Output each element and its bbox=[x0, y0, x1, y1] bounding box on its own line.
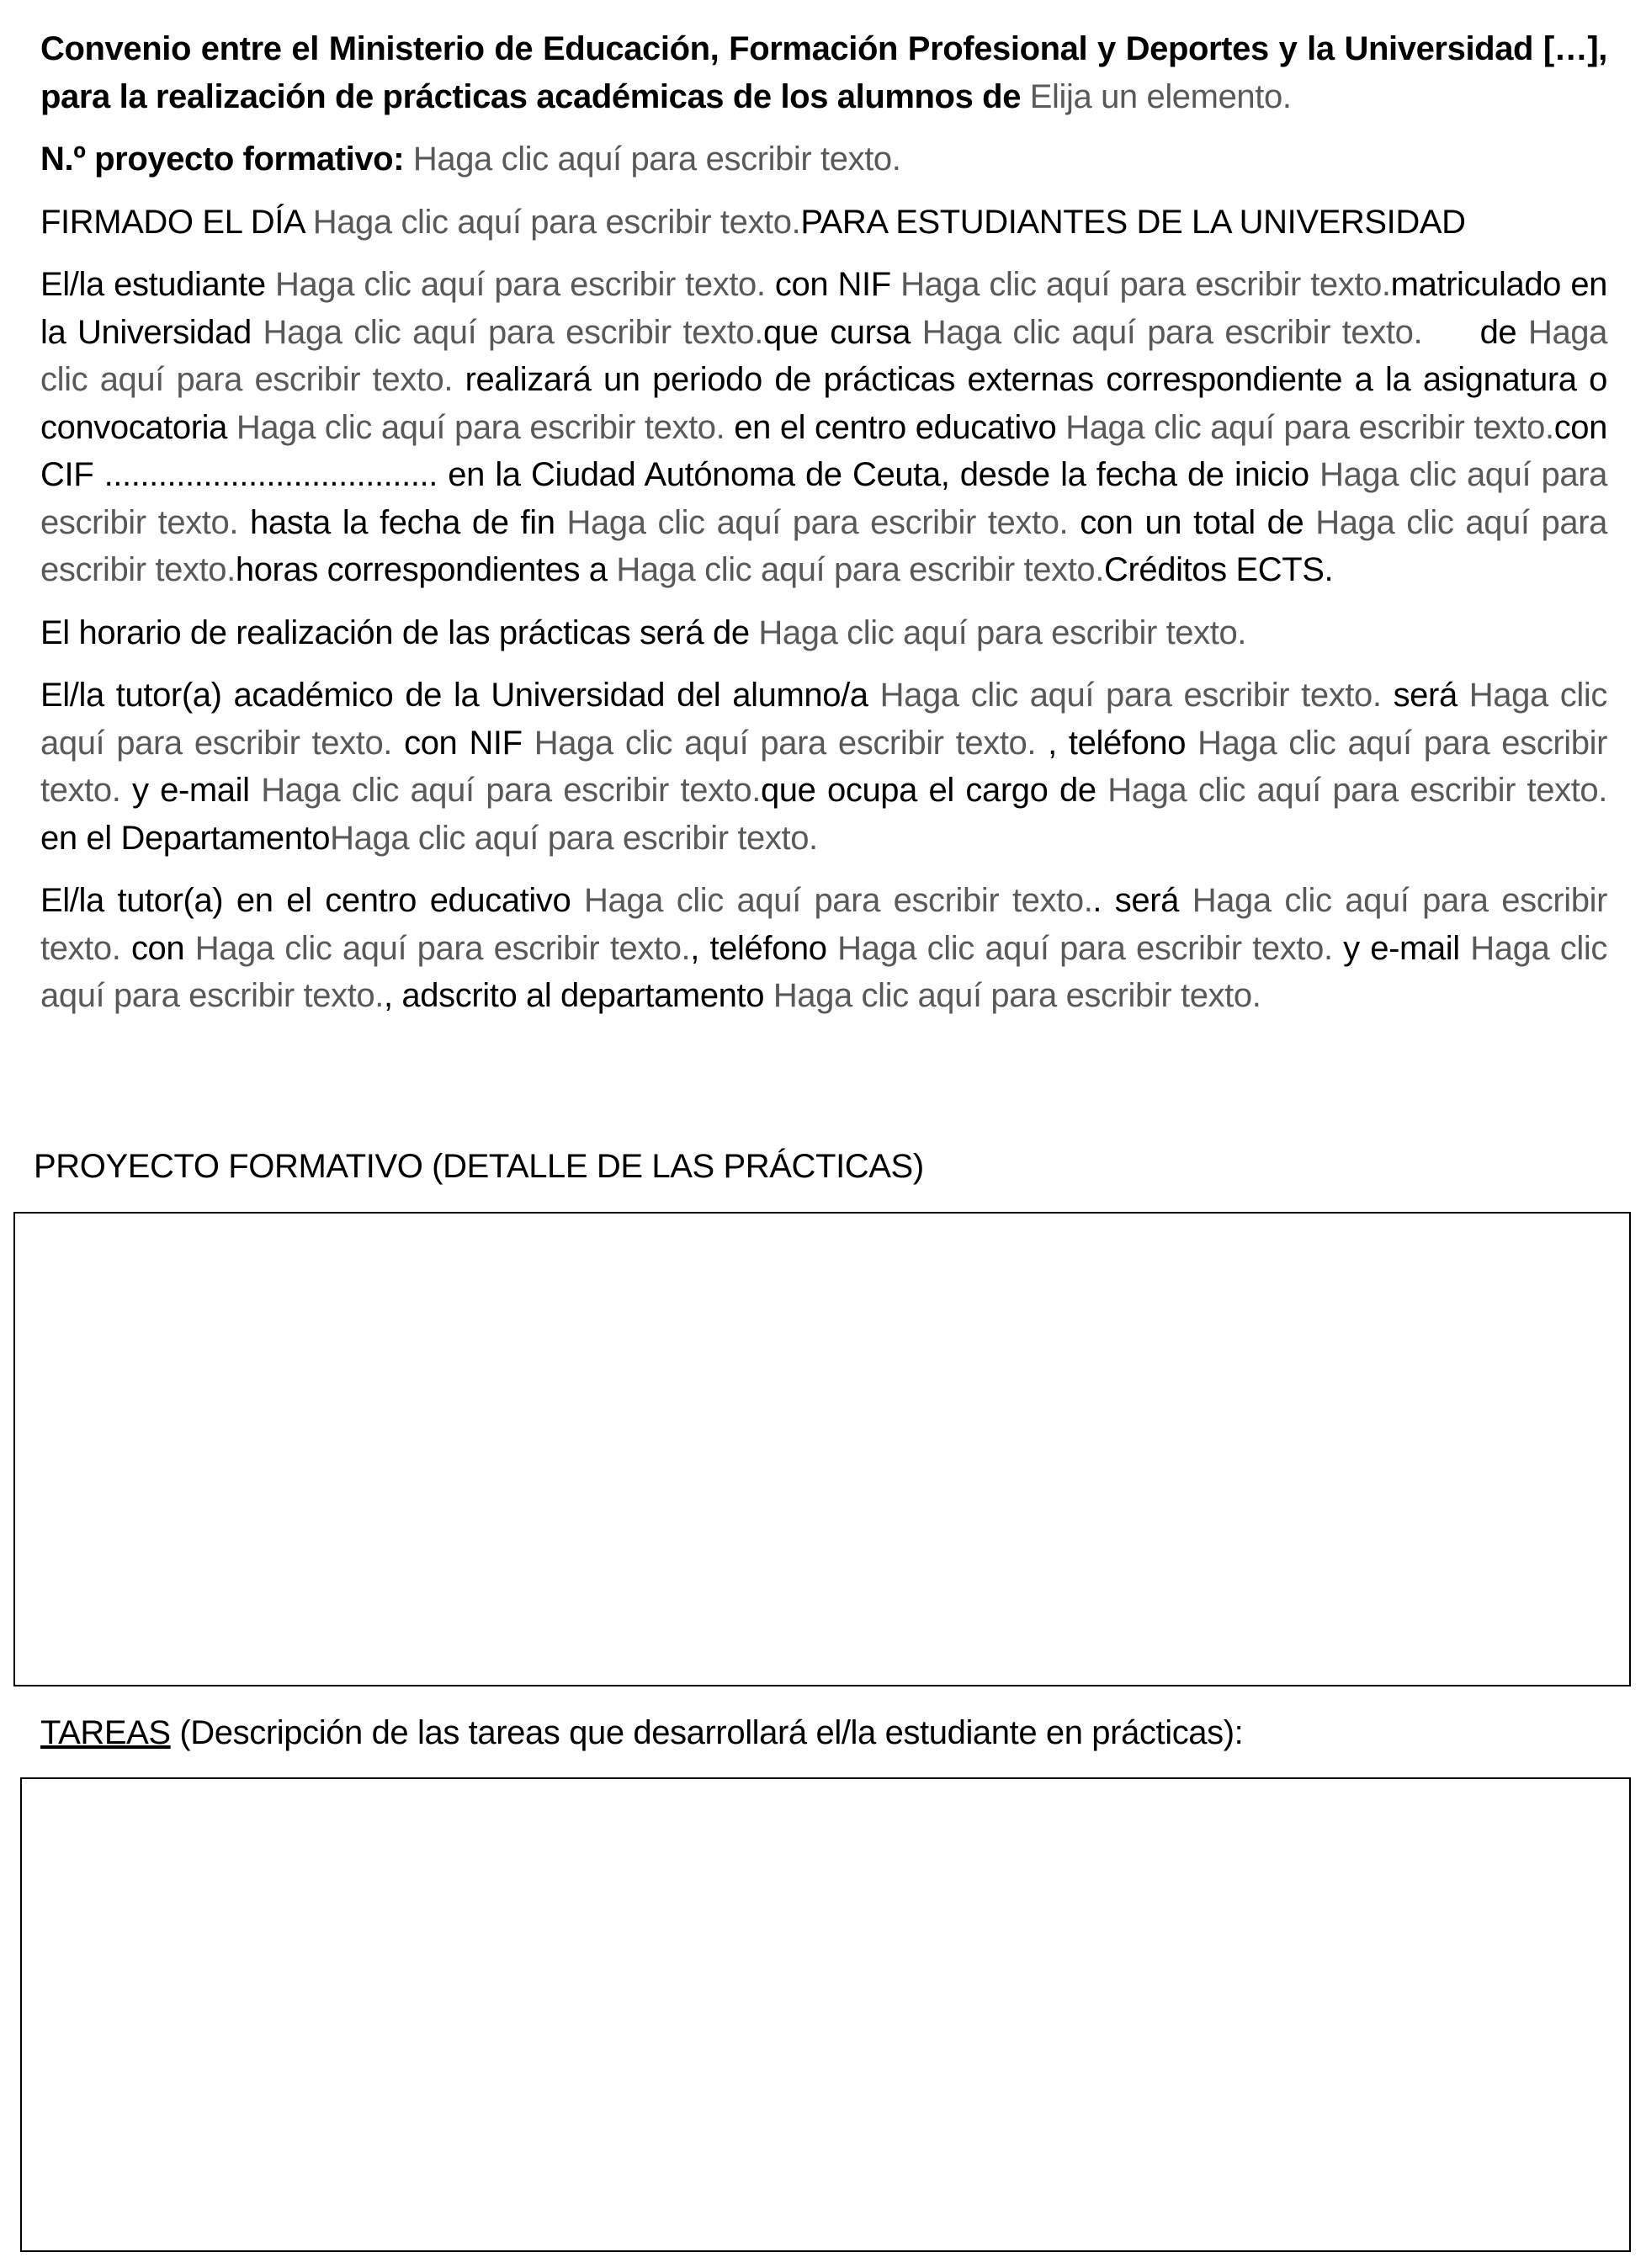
academic-tutor-phone-field[interactable]: Haga clic aquí para escribir texto. bbox=[40, 724, 1607, 809]
students-of-dropdown[interactable]: Elija un elemento. bbox=[1029, 77, 1292, 115]
document-body bbox=[40, 25, 1607, 1035]
university-students-label: PARA ESTUDIANTES DE LA UNIVERSIDAD bbox=[800, 203, 1466, 241]
end-date-field[interactable]: Haga clic aquí para escribir texto. bbox=[566, 503, 1069, 541]
project-number-field[interactable]: Haga clic aquí para escribir texto. bbox=[412, 141, 901, 178]
schedule-field[interactable]: Haga clic aquí para escribir texto. bbox=[758, 613, 1247, 651]
text-segment: El/la tutor(a) en el centro educativo bbox=[40, 882, 571, 919]
center-tutor-paragraph bbox=[40, 877, 1607, 1020]
project-section-heading: PROYECTO FORMATIVO (DETALLE DE LAS PRÁCTICAS) bbox=[34, 1148, 924, 1185]
text-segment: con un total de bbox=[1080, 503, 1304, 541]
text-segment: que cursa bbox=[762, 313, 911, 351]
text-segment: y e-mail bbox=[1343, 929, 1460, 967]
tasks-section-heading bbox=[40, 1709, 1243, 1756]
text-segment: El/la tutor(a) académico de la Universidad del alumno/a bbox=[40, 677, 868, 714]
academic-tutor-paragraph bbox=[40, 672, 1607, 862]
text-segment: de bbox=[1479, 313, 1517, 351]
text-segment: . será bbox=[1092, 882, 1180, 919]
project-detail-textbox[interactable] bbox=[13, 1212, 1631, 1686]
agreement-title bbox=[40, 25, 1607, 120]
text-segment: con CIF ..................................... en la Ciudad Autónoma de Ceuta, desde la fecha de inicio bbox=[40, 408, 1607, 493]
academic-tutor-department-field[interactable]: Haga clic aquí para escribir texto. bbox=[330, 819, 818, 857]
school-field[interactable]: Haga clic aquí para escribir texto. bbox=[1065, 408, 1554, 446]
text-segment: , adscrito al departamento bbox=[384, 977, 765, 1014]
text-segment: en el Departamento bbox=[40, 819, 331, 857]
center-tutor-phone-field[interactable]: Haga clic aquí para escribir texto. bbox=[837, 929, 1333, 967]
center-ref-field[interactable]: Haga clic aquí para escribir texto. bbox=[584, 882, 1093, 919]
academic-tutor-email-field[interactable]: Haga clic aquí para escribir texto. bbox=[261, 772, 761, 809]
university-field[interactable]: Haga clic aquí para escribir texto. bbox=[263, 313, 763, 351]
text-segment: realizará un periodo de prácticas externas correspondiente a la asignatura o convocatoria bbox=[40, 361, 1608, 446]
signed-date-line bbox=[40, 199, 1607, 247]
schedule-paragraph bbox=[40, 609, 1607, 657]
center-tutor-name-field[interactable]: Haga clic aquí para escribir texto. bbox=[40, 882, 1607, 967]
center-tutor-id-field[interactable]: Haga clic aquí para escribir texto. bbox=[194, 929, 691, 967]
tasks-textbox[interactable] bbox=[20, 1777, 1631, 2252]
text-segment: Créditos ECTS. bbox=[1104, 551, 1334, 588]
text-segment: El/la estudiante bbox=[40, 266, 266, 303]
subject-field[interactable]: Haga clic aquí para escribir texto. bbox=[236, 408, 725, 446]
text-segment: , teléfono bbox=[690, 929, 827, 967]
text-segment: con NIF bbox=[404, 724, 523, 762]
student-name-field[interactable]: Haga clic aquí para escribir texto. bbox=[275, 266, 766, 303]
project-number-label: N.º proyecto formativo: bbox=[40, 141, 405, 178]
text-segment: que ocupa el cargo de bbox=[760, 772, 1096, 809]
academic-tutor-nif-field[interactable]: Haga clic aquí para escribir texto. bbox=[534, 724, 1037, 762]
academic-tutor-position-field[interactable]: Haga clic aquí para escribir texto. bbox=[1107, 772, 1607, 809]
agreement-title-text: Convenio entre el Ministerio de Educación, Formación Profesional y Deportes y la Universidad […], para la realización de prácticas académicas de los alumnos de bbox=[40, 30, 1607, 115]
text-segment: horas correspondientes a bbox=[235, 551, 608, 588]
student-nif-field[interactable]: Haga clic aquí para escribir texto. bbox=[900, 266, 1391, 303]
text-segment: matriculado en la Universidad bbox=[40, 266, 1608, 351]
text-segment: en el centro educativo bbox=[734, 408, 1057, 446]
center-tutor-email-field[interactable]: Haga clic aquí para escribir texto. bbox=[40, 929, 1607, 1014]
text-segment: El horario de realización de las prácticas será de bbox=[40, 613, 750, 651]
total-hours-field[interactable]: Haga clic aquí para escribir texto. bbox=[40, 503, 1608, 588]
start-date-field[interactable]: Haga clic aquí para escribir texto. bbox=[40, 456, 1607, 541]
course-field[interactable]: Haga clic aquí para escribir texto. bbox=[921, 313, 1423, 351]
student-paragraph bbox=[40, 261, 1607, 594]
text-segment: y e-mail bbox=[131, 772, 250, 809]
degree-field[interactable]: Haga clic aquí para escribir texto. bbox=[40, 313, 1607, 398]
center-tutor-department-field[interactable]: Haga clic aquí para escribir texto. bbox=[773, 977, 1261, 1014]
text-segment: con NIF bbox=[774, 266, 891, 303]
academic-tutor-name-field[interactable]: Haga clic aquí para escribir texto. bbox=[40, 677, 1607, 762]
text-segment: con bbox=[130, 929, 185, 967]
signed-date-field[interactable]: Haga clic aquí para escribir texto. bbox=[312, 203, 801, 241]
project-number-line bbox=[40, 135, 1607, 183]
text-segment: hasta la fecha de fin bbox=[250, 503, 555, 541]
ects-field[interactable]: Haga clic aquí para escribir texto. bbox=[616, 551, 1104, 588]
student-ref-field[interactable]: Haga clic aquí para escribir texto. bbox=[879, 677, 1382, 714]
tasks-heading-rest: (Descripción de las tareas que desarrollará el/la estudiante en prácticas): bbox=[170, 1714, 1244, 1751]
text-segment: , teléfono bbox=[1048, 724, 1187, 762]
text-segment: será bbox=[1393, 677, 1458, 714]
tasks-heading-underlined: TAREAS bbox=[40, 1714, 171, 1751]
signed-date-label: FIRMADO EL DÍA bbox=[40, 203, 304, 241]
